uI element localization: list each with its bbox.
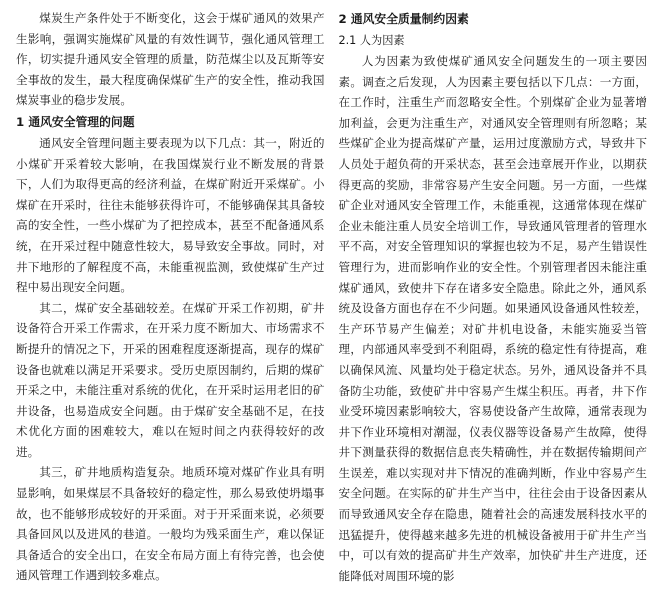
section-heading-2: 2 通风安全质量制约因素: [338, 12, 469, 26]
intro-paragraph: 煤炭生产条件处于不断变化，这会于煤矿通风的效果产生影响，强调实施煤矿风量的有效性调节，强化通风管理工作，切实提升通风安全管理的质量，防范煤尘以及瓦斯等安全事故的发生，最大程度确保煤矿生产的安全性，推动我国煤炭事业的稳步发展。: [16, 11, 325, 108]
section-heading-1: 1 通风安全管理的问题: [16, 114, 135, 129]
right-column: [339, 8, 648, 598]
subsection-heading-2-1: 2.1 人为因素: [338, 34, 405, 47]
body-paragraph: 人为因素为致使煤矿通风安全问题发生的一项主要因素。调查之后发现，人为因素主要包括以下几点：一方面，在工作时，注重生产而忽略安全性。个别煤矿企业为显著增加利益，会更为注重生产，对通风安全管理则有所忽略；某些煤矿企业为提高煤矿产量，运用过度激励方式，导致井下人员处于超负荷的开采状态，甚至会违章展开作业，以期获得更高的奖励，非常容易产生安全问题。另一方面，一些煤矿企业对通风安全管理工作，未能重视，这通常体现在煤矿企业未能注重人员安全培训工作，导致通风管理者的管理水平不高，对安全管理知识的掌握也较为不足，易产生错误性管理行为，进而影响作业的安全性。个别管理者因未能注重煤矿通风，致使井下存在诸多安全隐患。除此之外，通风系统及设备方面也存在不少问题。如果通风设备通风性较差，生产环节易产生偏差；对矿井机电设备，未能实施妥当管理，内部通风率受到不利阻碍，系统的稳定性有待提高，难以确保风流、风量均处于稳定状态。另外，通风设备并不具备防尘功能，致使矿井中容易产生煤尘积压。再者，井下作业受环境因素影响较大，容易使设备产生故障，通常表现为井下作业环境相对潮湿，仪表仪器等设备易产生故障，使得井下测量获得的数据信息丧失精确性，并在数据传输期间产生误差，难以实现对井下情况的准确判断，作业中容易产生安全问题。在实际的矿井生产当中，往往会由于设备因素从而导致通风安全存在隐患，随着社会的高速发展科技水平的迅猛提升，使得越来越多先进的机械设备被用于矿井生产当中，可以有效的提高矿井生产效率，加快矿井生产进度，还能降低对周围环境的影: [338, 54, 647, 583]
left-column: [16, 8, 325, 598]
body-paragraph: 其三，矿井地质构造复杂。地质环境对煤矿作业具有明显影响，如果煤层不具备较好的稳定性，那么易致使坍塌事故，也不能够形成较好的开采面。对于开采面来说，必须要具备回风以及进风的巷道。一般均为残采面生产，难以保证具备适合的安全出口，在安全布局方面上有待完善，也会使通风管理工作遇到较多难点。: [16, 465, 325, 583]
body-paragraph: 通风安全管理问题主要表现为以下几点：其一，附近的小煤矿开采着较大影响，在我国煤炭行业不断发展的背景下，人们为取得更高的经济利益，在煤矿附近开采煤矿。小煤矿在开采时，往往未能够获得许可，不能够确保其具备较高的安全性，一些小煤矿为了把控成本，甚至不配备通风系统，在开采过程中随意性较大，易导致安全事故。同时，对井下地形的了解程度不高，未能重视监测，致使煤矿生产过程中易出现安全问题。: [16, 135, 325, 295]
body-paragraph: 其二，煤矿安全基础较差。在煤矿开采工作初期，矿井设备符合开采工作需求，在开采力度不断加大、市场需求不断提升的情况之下，开采的困难程度逐渐提高，现存的煤矿设备也就难以满足开采要求。受历史原因制约，后期的煤矿开采之中，未能注重对系统的优化，在开采时运用老旧的矿井设备，也易造成安全问题。由于煤矿安全基础不足，在技术优化方面的困难较大，难以在短时间之内获得较好的改进。: [16, 300, 325, 459]
